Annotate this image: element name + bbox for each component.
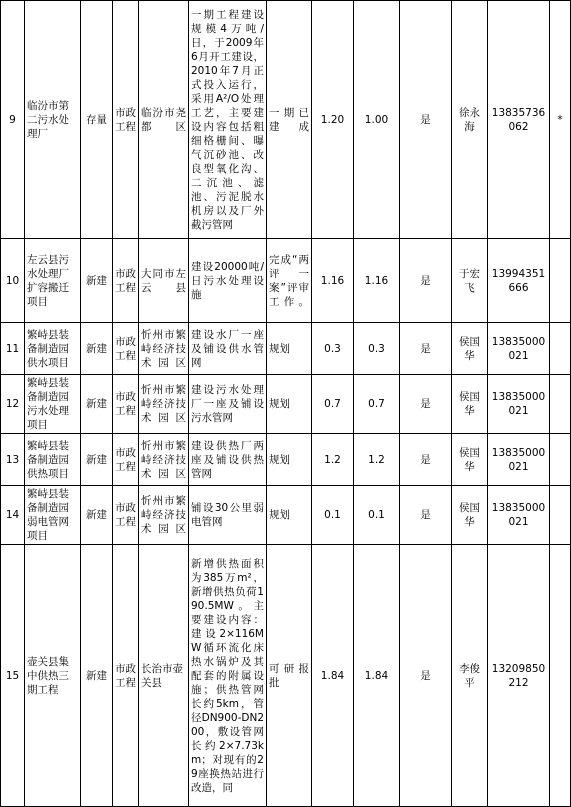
flag: 是 <box>400 323 452 375</box>
investment-amount: 1.16 <box>354 239 400 323</box>
total-investment: 0.3 <box>312 323 354 375</box>
note <box>550 486 571 545</box>
project-stage: 可研报批 <box>267 545 312 807</box>
project-stage: 规划 <box>267 486 312 545</box>
row-number: 9 <box>1 1 25 239</box>
note <box>550 545 571 807</box>
project-category: 市政工程 <box>113 323 139 375</box>
project-stage: 完成“两评一案”评审工作。 <box>267 239 312 323</box>
table-row <box>1 1 571 239</box>
total-investment: 1.16 <box>312 239 354 323</box>
project-location: 长治市壶关县 <box>139 545 189 807</box>
project-stage: 规划 <box>267 323 312 375</box>
project-content: 铺设30公里弱电管网 <box>189 486 267 545</box>
total-investment: 0.7 <box>312 375 354 434</box>
contact-phone: 13835000021 <box>488 486 550 545</box>
contact-person: 侯国华 <box>452 375 488 434</box>
project-type: 新建 <box>81 434 113 486</box>
project-name: 繁峙县装备制造园供水项目 <box>25 323 81 375</box>
project-type: 新建 <box>81 239 113 323</box>
project-location: 临汾市尧都区 <box>139 1 189 239</box>
project-type: 存量 <box>81 1 113 239</box>
project-name: 繁峙县装备制造园弱电管网项目 <box>25 486 81 545</box>
project-name: 临汾市第二污水处理厂 <box>25 1 81 239</box>
table-row <box>1 545 571 807</box>
contact-person: 侯国华 <box>452 323 488 375</box>
total-investment: 1.84 <box>312 545 354 807</box>
project-stage: 规划 <box>267 375 312 434</box>
table-row <box>1 434 571 486</box>
investment-amount: 1.2 <box>354 434 400 486</box>
project-category: 市政工程 <box>113 434 139 486</box>
project-location: 大同市左云县 <box>139 239 189 323</box>
row-number: 13 <box>1 434 25 486</box>
contact-person: 侯国华 <box>452 434 488 486</box>
project-content: 新增供热面积为385万m²，新增供热负荷190.5MW。主要建设内容：建设2×116MW循环流化床热水锅炉及其配套的附属设施；供热管网长约5km，管径DN900-DN200，敷设管网长约2×7.73km；对现有的29座换热站进行改造，同 <box>189 545 267 807</box>
total-investment: 1.2 <box>312 434 354 486</box>
project-type: 新建 <box>81 375 113 434</box>
investment-amount: 1.84 <box>354 545 400 807</box>
note <box>550 323 571 375</box>
contact-phone: 13835000021 <box>488 434 550 486</box>
project-category: 市政工程 <box>113 375 139 434</box>
project-type: 新建 <box>81 486 113 545</box>
project-stage: 规划 <box>267 434 312 486</box>
contact-person: 于宏飞 <box>452 239 488 323</box>
flag: 是 <box>400 545 452 807</box>
project-content: 建设20000吨/日污水处理设施 <box>189 239 267 323</box>
project-content: 建设供热厂两座及铺设供热管网 <box>189 434 267 486</box>
project-content: 建设污水处理厂一座及铺设污水管网 <box>189 375 267 434</box>
project-type: 新建 <box>81 323 113 375</box>
flag: 是 <box>400 434 452 486</box>
investment-amount: 1.00 <box>354 1 400 239</box>
flag: 是 <box>400 486 452 545</box>
flag: 是 <box>400 1 452 239</box>
row-number: 15 <box>1 545 25 807</box>
investment-amount: 0.3 <box>354 323 400 375</box>
note <box>550 239 571 323</box>
project-stage: 一期已建成 <box>267 1 312 239</box>
total-investment: 1.20 <box>312 1 354 239</box>
project-name: 左云县污水处理厂扩容搬迁项目 <box>25 239 81 323</box>
project-category: 市政工程 <box>113 545 139 807</box>
project-category: 市政工程 <box>113 486 139 545</box>
total-investment: 0.1 <box>312 486 354 545</box>
table-row <box>1 375 571 434</box>
row-number: 11 <box>1 323 25 375</box>
contact-phone: 13835736062 <box>488 1 550 239</box>
contact-phone: 13994351666 <box>488 239 550 323</box>
investment-amount: 0.7 <box>354 375 400 434</box>
table-row <box>1 323 571 375</box>
contact-phone: 13835000021 <box>488 323 550 375</box>
project-type: 新建 <box>81 545 113 807</box>
note <box>550 375 571 434</box>
investment-amount: 0.1 <box>354 486 400 545</box>
project-category: 市政工程 <box>113 239 139 323</box>
row-number: 12 <box>1 375 25 434</box>
table-row <box>1 486 571 545</box>
project-location: 忻州市繁峙经济技术园区 <box>139 486 189 545</box>
note <box>550 434 571 486</box>
project-name: 繁峙县装备制造园供热项目 <box>25 434 81 486</box>
project-content: 建设水厂一座及铺设供水管网 <box>189 323 267 375</box>
contact-person: 侯国华 <box>452 486 488 545</box>
project-name: 繁峙县装备制造园污水处理项目 <box>25 375 81 434</box>
project-location: 忻州市繁峙经济技术园区 <box>139 323 189 375</box>
row-number: 10 <box>1 239 25 323</box>
contact-phone: 13835000021 <box>488 375 550 434</box>
contact-phone: 13209850212 <box>488 545 550 807</box>
project-category: 市政工程 <box>113 1 139 239</box>
project-content: 一期工程建设规模4万吨/日，于2009年6月开工建设，2010年7月正式投入运行，采用A²/O处理工艺，主要建设内容包括粗细格栅间、曝气沉砂池、改良型氧化沟、二沉池、滤池、污泥脱水机房以及厂外截污管网 <box>189 1 267 239</box>
contact-person: 徐永海 <box>452 1 488 239</box>
note: * <box>550 1 571 239</box>
flag: 是 <box>400 375 452 434</box>
project-location: 忻州市繁峙经济技术园区 <box>139 434 189 486</box>
row-number: 14 <box>1 486 25 545</box>
table-row <box>1 239 571 323</box>
contact-person: 李俊平 <box>452 545 488 807</box>
project-location: 忻州市繁峙经济技术园区 <box>139 375 189 434</box>
flag: 是 <box>400 239 452 323</box>
project-name: 壶关县集中供热三期工程 <box>25 545 81 807</box>
